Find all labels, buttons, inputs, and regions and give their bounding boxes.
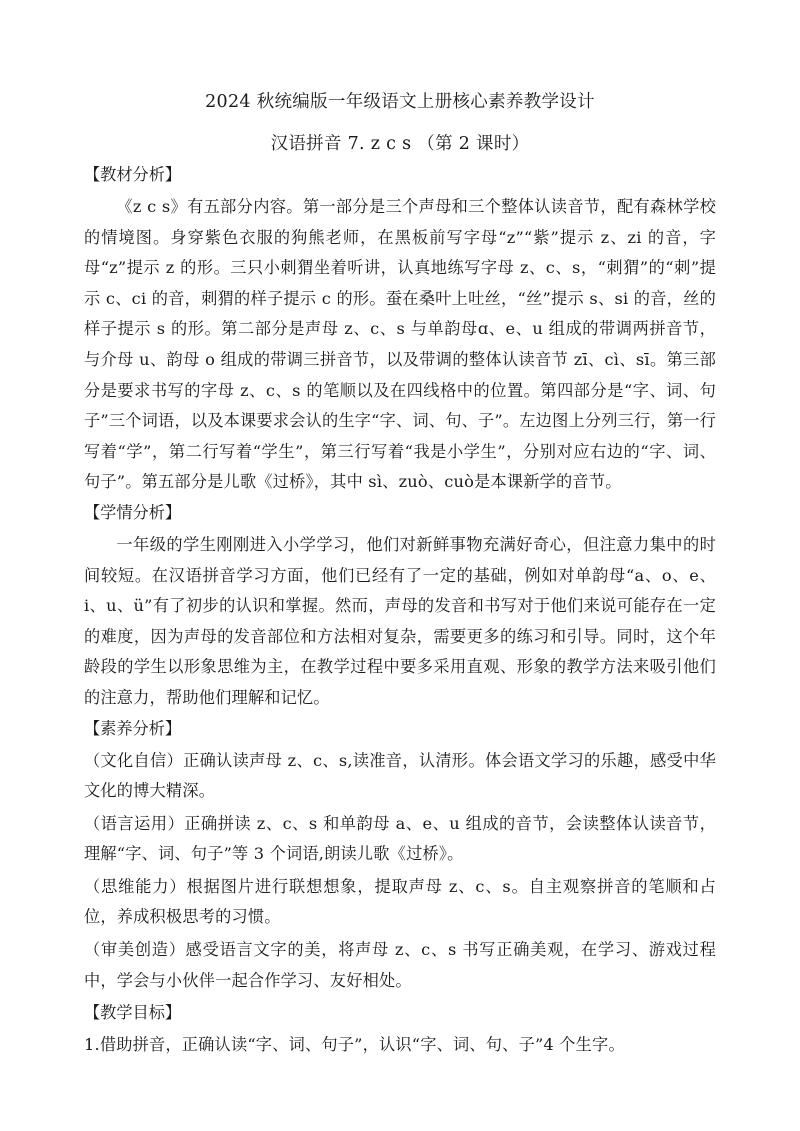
literacy-item-thinking: （思维能力）根据图片进行联想想象，提取声母 z、c、s。自主观察拼音的笔顺和占位，养成积极思考的习惯。 xyxy=(84,876,716,927)
paragraph-material: 《z c s》有五部分内容。第一部分是三个声母和三个整体认读音节，配有森林学校的情境图。身穿紫色衣服的狗熊老师，在黑板前写字母“z”“紫”提示 z、zi 的音，字母“z”提示 z 的形。三只小刺猬坐着听讲，认真地练写字母 z、c、s，“刺猬”的“刺”提示 c、ci 的音，刺猬的样子提示 c 的形。蚕在桑叶上吐丝，“丝”提示 s、si 的音，丝的样子提示 s 的形。第二部分是声母 z、c、s 与单韵母ɑ、e、u 组成的带调两拼音节，与介母 u、韵母 o 组成的带调三拼音节，以及带调的整体认读音节 zī、cì、sī。第三部分是要求书写的字母 z、c、s 的笔顺以及在四线格中的位置。第四部分是“字、词、句子”三个词语，以及本课要求会认的生字“字、词、句、子”。左边图上分列三行，第一行写着“学”，第二行写着“学生”，第三行写着“我是小学生”，分别对应右边的“字、词、句子”。第五部分是儿歌《过桥》，其中 sì、zuò、cuò是本课新学的音节。 xyxy=(84,197,716,492)
literacy-item-culture: （文化自信）正确认读声母 z、c、s,读准音，认清形。体会语文学习的乐趣，感受中华文化的博大精深。 xyxy=(84,750,716,801)
document-title: 2024 秋统编版一年级语文上册核心素养教学设计 xyxy=(205,92,595,112)
section-heading-learner: 【学情分析】 xyxy=(84,502,182,522)
section-heading-literacy: 【素养分析】 xyxy=(84,718,182,738)
goal-item-1: 1.借助拼音，正确认读“字、词、句子”，认识“字、词、句、子”4 个生字。 xyxy=(84,1035,625,1055)
document-subtitle: 汉语拼音 7. z c s （第 2 课时） xyxy=(270,134,530,154)
section-heading-goals: 【教学目标】 xyxy=(84,1003,182,1023)
document-body xyxy=(84,160,716,1061)
paragraph-learner: 一年级的学生刚刚进入小学学习，他们对新鲜事物充满好奇心，但注意力集中的时间较短。在汉语拼音学习方面，他们已经有了一定的基础，例如对单韵母“a、o、e、i、u、ü”有了初步的认识和掌握。然而，声母的发音和书写对于他们来说可能存在一定的难度，因为声母的发音部位和方法相对复杂，需要更多的练习和引导。同时，这个年龄段的学生以形象思维为主，在教学过程中要多采用直观、形象的教学方法来吸引他们的注意力，帮助他们理解和记忆。 xyxy=(84,534,716,707)
literacy-item-aesthetic: （审美创造）感受语言文字的美，将声母 z、c、s 书写正确美观，在学习、游戏过程中，学会与小伙伴一起合作学习、友好相处。 xyxy=(84,940,716,990)
section-heading-material: 【教材分析】 xyxy=(84,165,182,184)
literacy-item-language: （语言运用）正确拼读 z、c、s 和单韵母 a、e、u 组成的音节，会读整体认读音节，理解“字、词、句子”等 3 个词语,朗读儿歌《过桥》。 xyxy=(84,813,716,864)
